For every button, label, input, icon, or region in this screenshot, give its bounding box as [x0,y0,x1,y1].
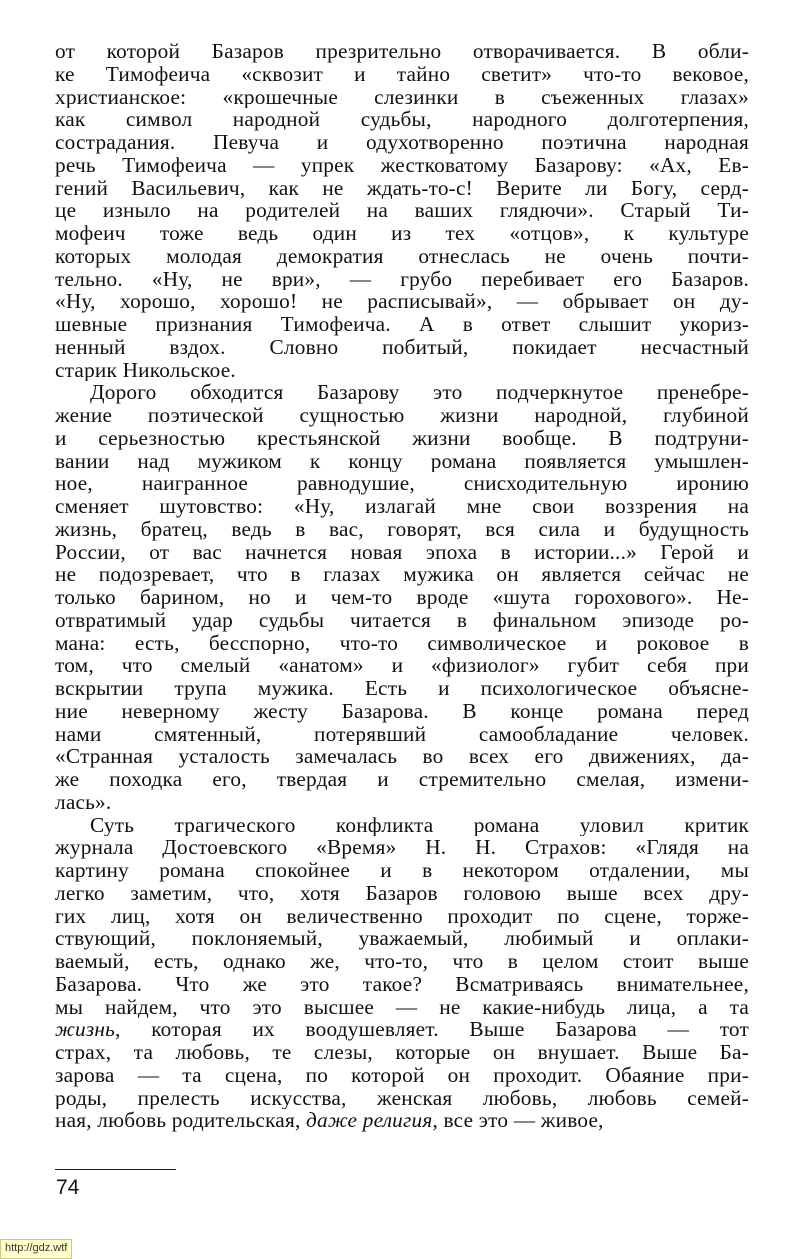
text-line: ваемый, есть, однако же, что-то, что в целом стоит выше [55,950,749,973]
text-line: шевные признания Тимофеича. А в ответ слышит укориз- [55,313,749,336]
text-line: ние неверному жесту Базарова. В конце романа перед [55,699,749,723]
page-body [55,40,749,1132]
text-line: Дорого обходится Базарову это подчеркнутое пренебре- [90,381,749,404]
paragraph-3 [55,814,749,1133]
text-line: мофеич тоже ведь один из тех «отцов», к культуре [55,222,749,245]
text-line: жизнь, братец, ведь в вас, говорят, вся сила и будущность [55,517,749,541]
text-line: вании над мужиком к концу романа появляется умышлен- [55,449,749,473]
text-line: картину романа спокойнее и в некотором отдалении, мы [55,859,749,882]
text-line: лась». [55,790,112,814]
text-line: жизнь, которая их воодушевляет. Выше Базарова — тот [55,1018,749,1041]
text-line: от которой Базаров презрительно отворачивается. В обли- [55,40,749,63]
text-line: «Странная усталость замечалась во всех его движениях, да- [55,745,749,768]
text-line: гих лиц, хотя он величественно проходит по сцене, торже- [55,904,749,928]
text-line: и серьезностью крестьянской жизни вообще. В подтруни- [55,426,749,450]
footnote-rule [55,1169,176,1170]
text-line: це изныло на родителей на ваших глядючи». Старый Ти- [55,199,749,222]
paragraph-2 [55,381,749,813]
text-line: только барином, но и чем-то вроде «шута горохового». Не- [55,586,749,609]
text-line: сменяет шутовство: «Ну, излагай мне свои воззрения на [55,495,749,518]
text-line: гений Васильевич, как не ждать-то-с! Верите ли Богу, серд- [55,176,749,200]
text-line: легко заметим, что, хотя Базаров головою выше всех дру- [55,881,749,905]
text-line: роды, прелесть искусства, женская любовь, любовь семей- [55,1086,749,1110]
text-line: ная, любовь родительская, даже религия, все это — живое, [55,1109,604,1132]
text-line: вскрытии трупа мужика. Есть и психологическое объясне- [55,677,749,700]
text-line: зарова — та сцена, по которой он проходит. Обаяние при- [55,1063,749,1087]
text-line: христианское: «крошечные слезинки в съеженных глазах» [55,85,749,109]
text-line: ствующий, поклоняемый, уважаемый, любимый и оплаки- [55,927,749,950]
paragraph-1 [55,40,749,381]
text-line: жение поэтической сущностью жизни народной, глубиной [55,404,749,427]
text-line: том, что смелый «анатом» и «физиолог» губит себя при [55,654,749,677]
text-line: речь Тимофеича — упрек жестковатому Базарову: «Ах, Ев- [55,153,749,177]
text-line: как символ народной судьбы, народного долготерпения, [55,108,749,131]
text-line: России, от вас начнется новая эпоха в истории...» Герой и [55,540,749,564]
text-line: отвратимый удар судьбы читается в финальном эпизоде ро- [55,608,749,632]
text-line: нами смятенный, потерявший самообладание человек. [55,722,749,746]
watermark-link[interactable]: http://gdz.wtf [0,1239,72,1259]
text-line: ненный вздох. Словно побитый, покидает несчастный [55,335,749,359]
text-line: Базарова. Что же это такое? Всматриваясь внимательнее, [55,972,749,996]
text-line: тельно. «Ну, не ври», — грубо перебивает его Базаров. [55,267,749,291]
text-line: «Ну, хорошо, хорошо! не расписывай», — обрывает он ду- [55,290,749,313]
page-number: 74 [56,1176,80,1199]
text-line: ке Тимофеича «сквозит и тайно светит» что-то вековое, [55,62,749,86]
text-line: ное, наигранное равнодушие, снисходительную иронию [55,472,749,495]
text-line: старик Никольское. [55,358,236,382]
text-line: мана: есть, бесспорно, что-то символическое и роковое в [55,631,749,655]
text-line: Суть трагического конфликта романа уловил критик [90,813,749,837]
text-line: мы найдем, что это высшее — не какие-нибудь лица, а та [55,995,749,1019]
text-line: сострадания. Певуча и одухотворенно поэтична народная [55,131,749,154]
text-line: страх, та любовь, те слезы, которые он внушает. Выше Ба- [55,1041,749,1064]
text-line: журнала Достоевского «Время» Н. Н. Страхов: «Глядя на [55,836,749,859]
text-line: же походка его, твердая и стремительно смелая, измени- [55,768,749,791]
text-line: которых молодая демократия отнеслась не очень почти- [55,244,749,268]
text-line: не подозревает, что в глазах мужика он является сейчас не [55,563,749,586]
